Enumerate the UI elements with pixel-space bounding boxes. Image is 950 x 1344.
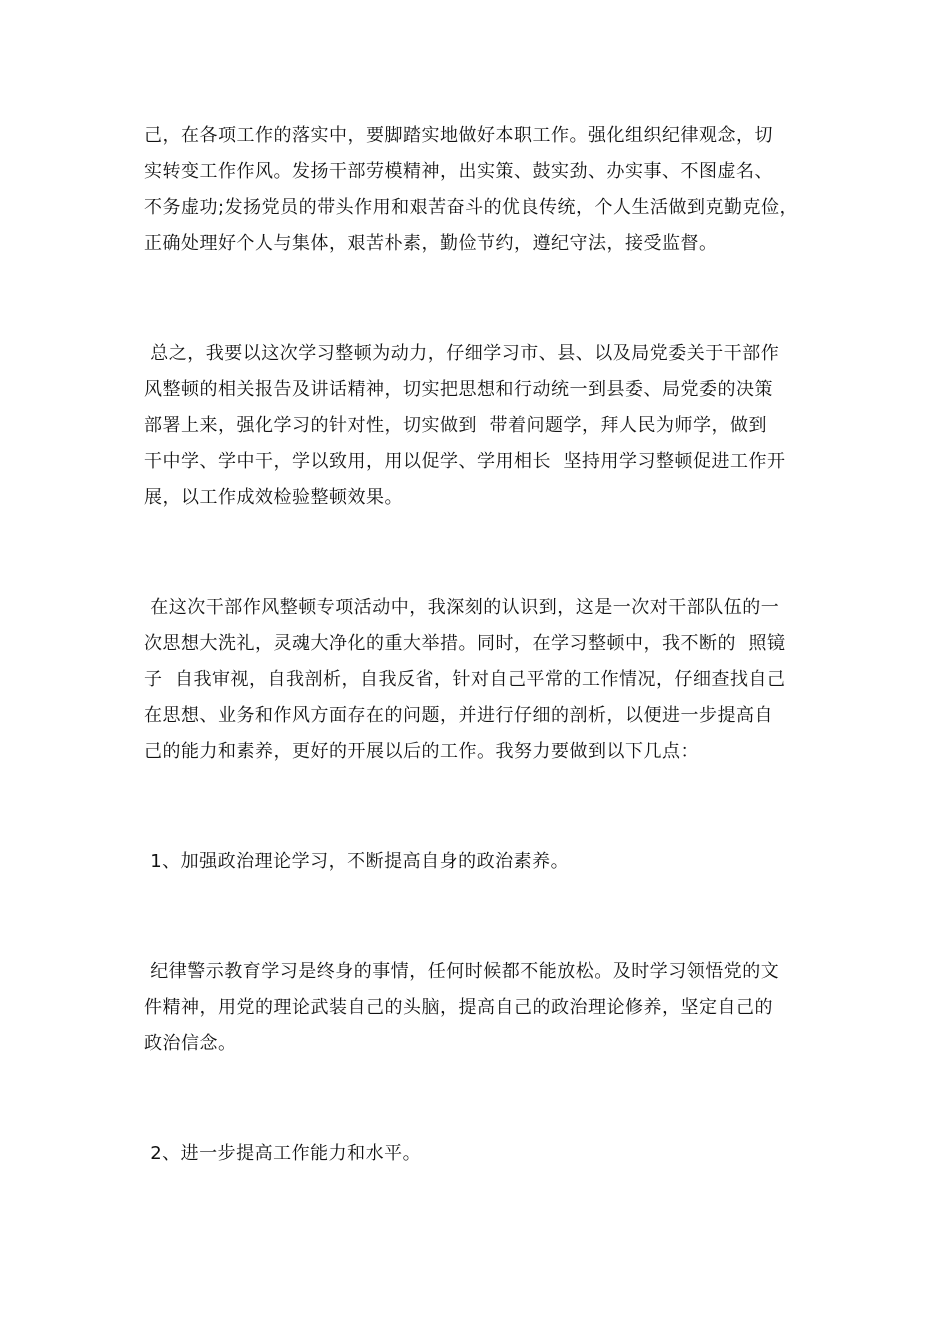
- paragraph-5-line-2: 件精神，用党的理论武装自己的头脑，提高自己的政治理论修养，坚定自己的: [144, 997, 773, 1018]
- paragraph-3-line-3: 子 自我审视，自我剖析，自我反省，针对自己平常的工作情况，仔细查找自己: [144, 669, 786, 690]
- section-heading-2: 2、进一步提高工作能力和水平。: [144, 1143, 422, 1164]
- paragraph-3-line-1: 在这次干部作风整顿专项活动中，我深刻的认识到，这是一次对干部队伍的一: [144, 597, 780, 618]
- paragraph-2-line-5: 展，以工作成效检验整顿效果。: [144, 487, 403, 508]
- paragraph-2-line-4: 干中学、学中干，学以致用，用以促学、学用相长 坚持用学习整顿促进工作开: [144, 451, 786, 472]
- paragraph-2-line-3: 部署上来，强化学习的针对性，切实做到 带着问题学，拜人民为师学，做到: [144, 415, 767, 436]
- paragraph-1-line-4: 正确处理好个人与集体，艰苦朴素，勤俭节约，遵纪守法，接受监督。: [144, 233, 718, 254]
- paragraph-1-line-1: 己，在各项工作的落实中，要脚踏实地做好本职工作。强化组织纪律观念，切: [144, 125, 773, 146]
- paragraph-3-line-2: 次思想大洗礼，灵魂大净化的重大举措。同时，在学习整顿中，我不断的 照镜: [144, 633, 786, 654]
- paragraph-5-line-3: 政治信念。: [144, 1033, 237, 1054]
- paragraph-3-line-5: 己的能力和素养，更好的开展以后的工作。我努力要做到以下几点：: [144, 741, 699, 762]
- paragraph-5-line-1: 纪律警示教育学习是终身的事情，任何时候都不能放松。及时学习领悟党的文: [144, 961, 780, 982]
- paragraph-1-line-3: 不务虚功;发扬党员的带头作用和艰苦奋斗的优良传统，个人生活做到克勤克俭，: [144, 197, 799, 218]
- section-heading-1: 1、加强政治理论学习，不断提高自身的政治素养。: [144, 851, 570, 872]
- paragraph-2-line-2: 风整顿的相关报告及讲话精神，切实把思想和行动统一到县委、局党委的决策: [144, 379, 773, 400]
- paragraph-2-line-1: 总之，我要以这次学习整顿为动力，仔细学习市、县、以及局党委关于干部作: [144, 343, 780, 364]
- paragraph-3-line-4: 在思想、业务和作风方面存在的问题，并进行仔细的剖析，以便进一步提高自: [144, 705, 773, 726]
- paragraph-1-line-2: 实转变工作作风。发扬干部劳模精神，出实策、鼓实劲、办实事、不图虚名、: [144, 161, 773, 182]
